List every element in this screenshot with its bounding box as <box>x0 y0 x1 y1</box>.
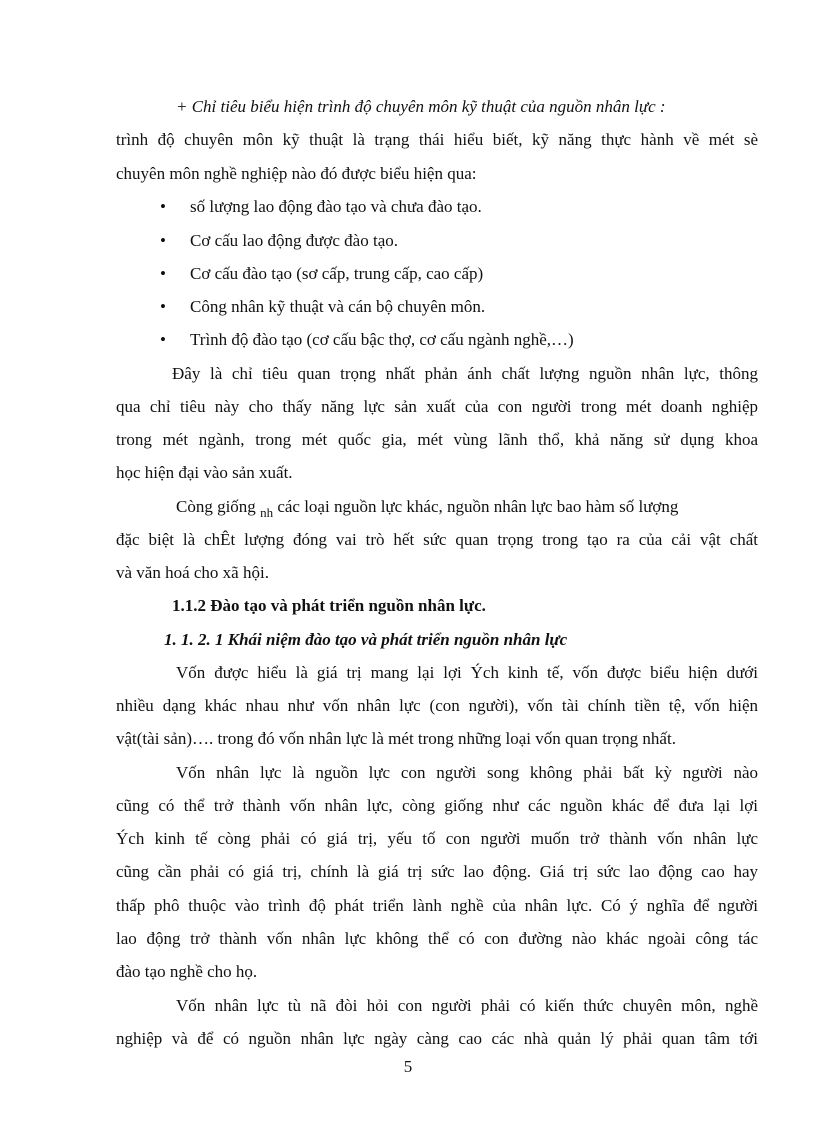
bullet-icon: • <box>160 264 166 283</box>
bullet-icon: • <box>160 231 166 250</box>
bullet-text: Công nhân kỹ thuật và cán bộ chuyên môn. <box>190 297 486 316</box>
bullet-icon: • <box>160 297 166 316</box>
p3-line-1-subscript: nh <box>260 505 274 520</box>
p3-line-1-part-b: các loại nguồn lực khác, nguồn nhân lực bao hàm số lượng <box>277 497 679 516</box>
p2-line-2: qua chỉ tiêu này cho thấy năng lực sản xuất của con người trong mét doanh nghiệp <box>116 397 758 416</box>
p4-line-2: nhiều dạng khác nhau như vốn nhân lực (con người), vốn tài chính tiền tệ, vốn hiện <box>116 696 758 715</box>
p5-line-6: lao động trở thành vốn nhân lực không thể có con đường nào khác ngoài công tác <box>116 929 758 948</box>
p5-line-3: Ých kinh tế còng phải có giá trị, yếu tố con người muốn trở thành vốn nhân lực <box>116 829 758 848</box>
p5-line-2: cũng có thể trở thành vốn nhân lực, còng giống như các nguồn khác để đưa lại lợi <box>116 796 758 815</box>
p1-line-3: chuyên môn nghề nghiệp nào đó được biểu hiện qua: <box>116 164 477 183</box>
subsection-heading: 1. 1. 2. 1 Khái niệm đào tạo và phát triển nguồn nhân lực <box>164 630 568 649</box>
p3-line-1-part-a: Còng giống <box>176 497 256 516</box>
page-number: 5 <box>403 1057 413 1076</box>
p5-line-7: đào tạo nghề cho họ. <box>116 962 258 981</box>
bullet-icon: • <box>160 330 166 349</box>
p2-line-3: trong mét ngành, trong mét quốc gia, mét vùng lãnh thổ, khả năng sử dụng khoa <box>116 430 758 449</box>
bullet-text: Trình độ đào tạo (cơ cấu bậc thợ, cơ cấu ngành nghề,…) <box>190 330 574 349</box>
p6-line-2: nghiệp và để có nguồn nhân lực ngày càng cao các nhà quản lý phải quan tâm tới <box>116 1029 758 1048</box>
bullet-text: số lượng lao động đào tạo và chưa đào tạo. <box>190 197 482 216</box>
p5-line-1: Vốn nhân lực là nguồn lực con người song không phải bất kỳ người nào <box>176 763 758 782</box>
p4-line-3: vật(tài sản)…. trong đó vốn nhân lực là mét trong những loại vốn quan trọng nhất. <box>116 729 676 748</box>
p3-line-1 <box>176 497 758 518</box>
p3-line-2: đặc biệt là chÊt lượng đóng vai trò hết sức quan trọng trong tạo ra của cải vật chất <box>116 530 758 549</box>
p6-line-1: Vốn nhân lực tù nã đòi hỏi con người phải có kiến thức chuyên môn, nghề <box>176 996 758 1015</box>
bullet-icon: • <box>160 197 166 216</box>
p2-line-1: Đây là chỉ tiêu quan trọng nhất phản ánh chất lượng nguồn nhân lực, thông <box>172 364 758 383</box>
bullet-text: Cơ cấu đào tạo (sơ cấp, trung cấp, cao cấp) <box>190 264 484 283</box>
p3-line-3: và văn hoá cho xã hội. <box>116 563 269 582</box>
p1-line-2: trình độ chuyên môn kỹ thuật là trạng thái hiểu biết, kỹ năng thực hành về mét sè <box>116 130 758 149</box>
p4-line-1: Vốn được hiểu là giá trị mang lại lợi Ých kinh tế, vốn được biểu hiện dưới <box>176 663 758 682</box>
section-heading: 1.1.2 Đào tạo và phát triển nguồn nhân lực. <box>172 596 486 615</box>
p5-line-4: cũng cần phải có giá trị, chính là giá trị sức lao động. Giá trị sức lao động cao hay <box>116 862 758 881</box>
p5-line-5: thấp phô thuộc vào trình độ phát triển lành nghề của nhân lực. Có ý nghĩa để người <box>116 896 758 915</box>
bullet-text: Cơ cấu lao động được đào tạo. <box>190 231 399 250</box>
p2-line-4: học hiện đại vào sản xuất. <box>116 463 293 482</box>
p1-line-1: + Chỉ tiêu biểu hiện trình độ chuyên môn kỹ thuật của nguồn nhân lực : <box>176 97 666 116</box>
